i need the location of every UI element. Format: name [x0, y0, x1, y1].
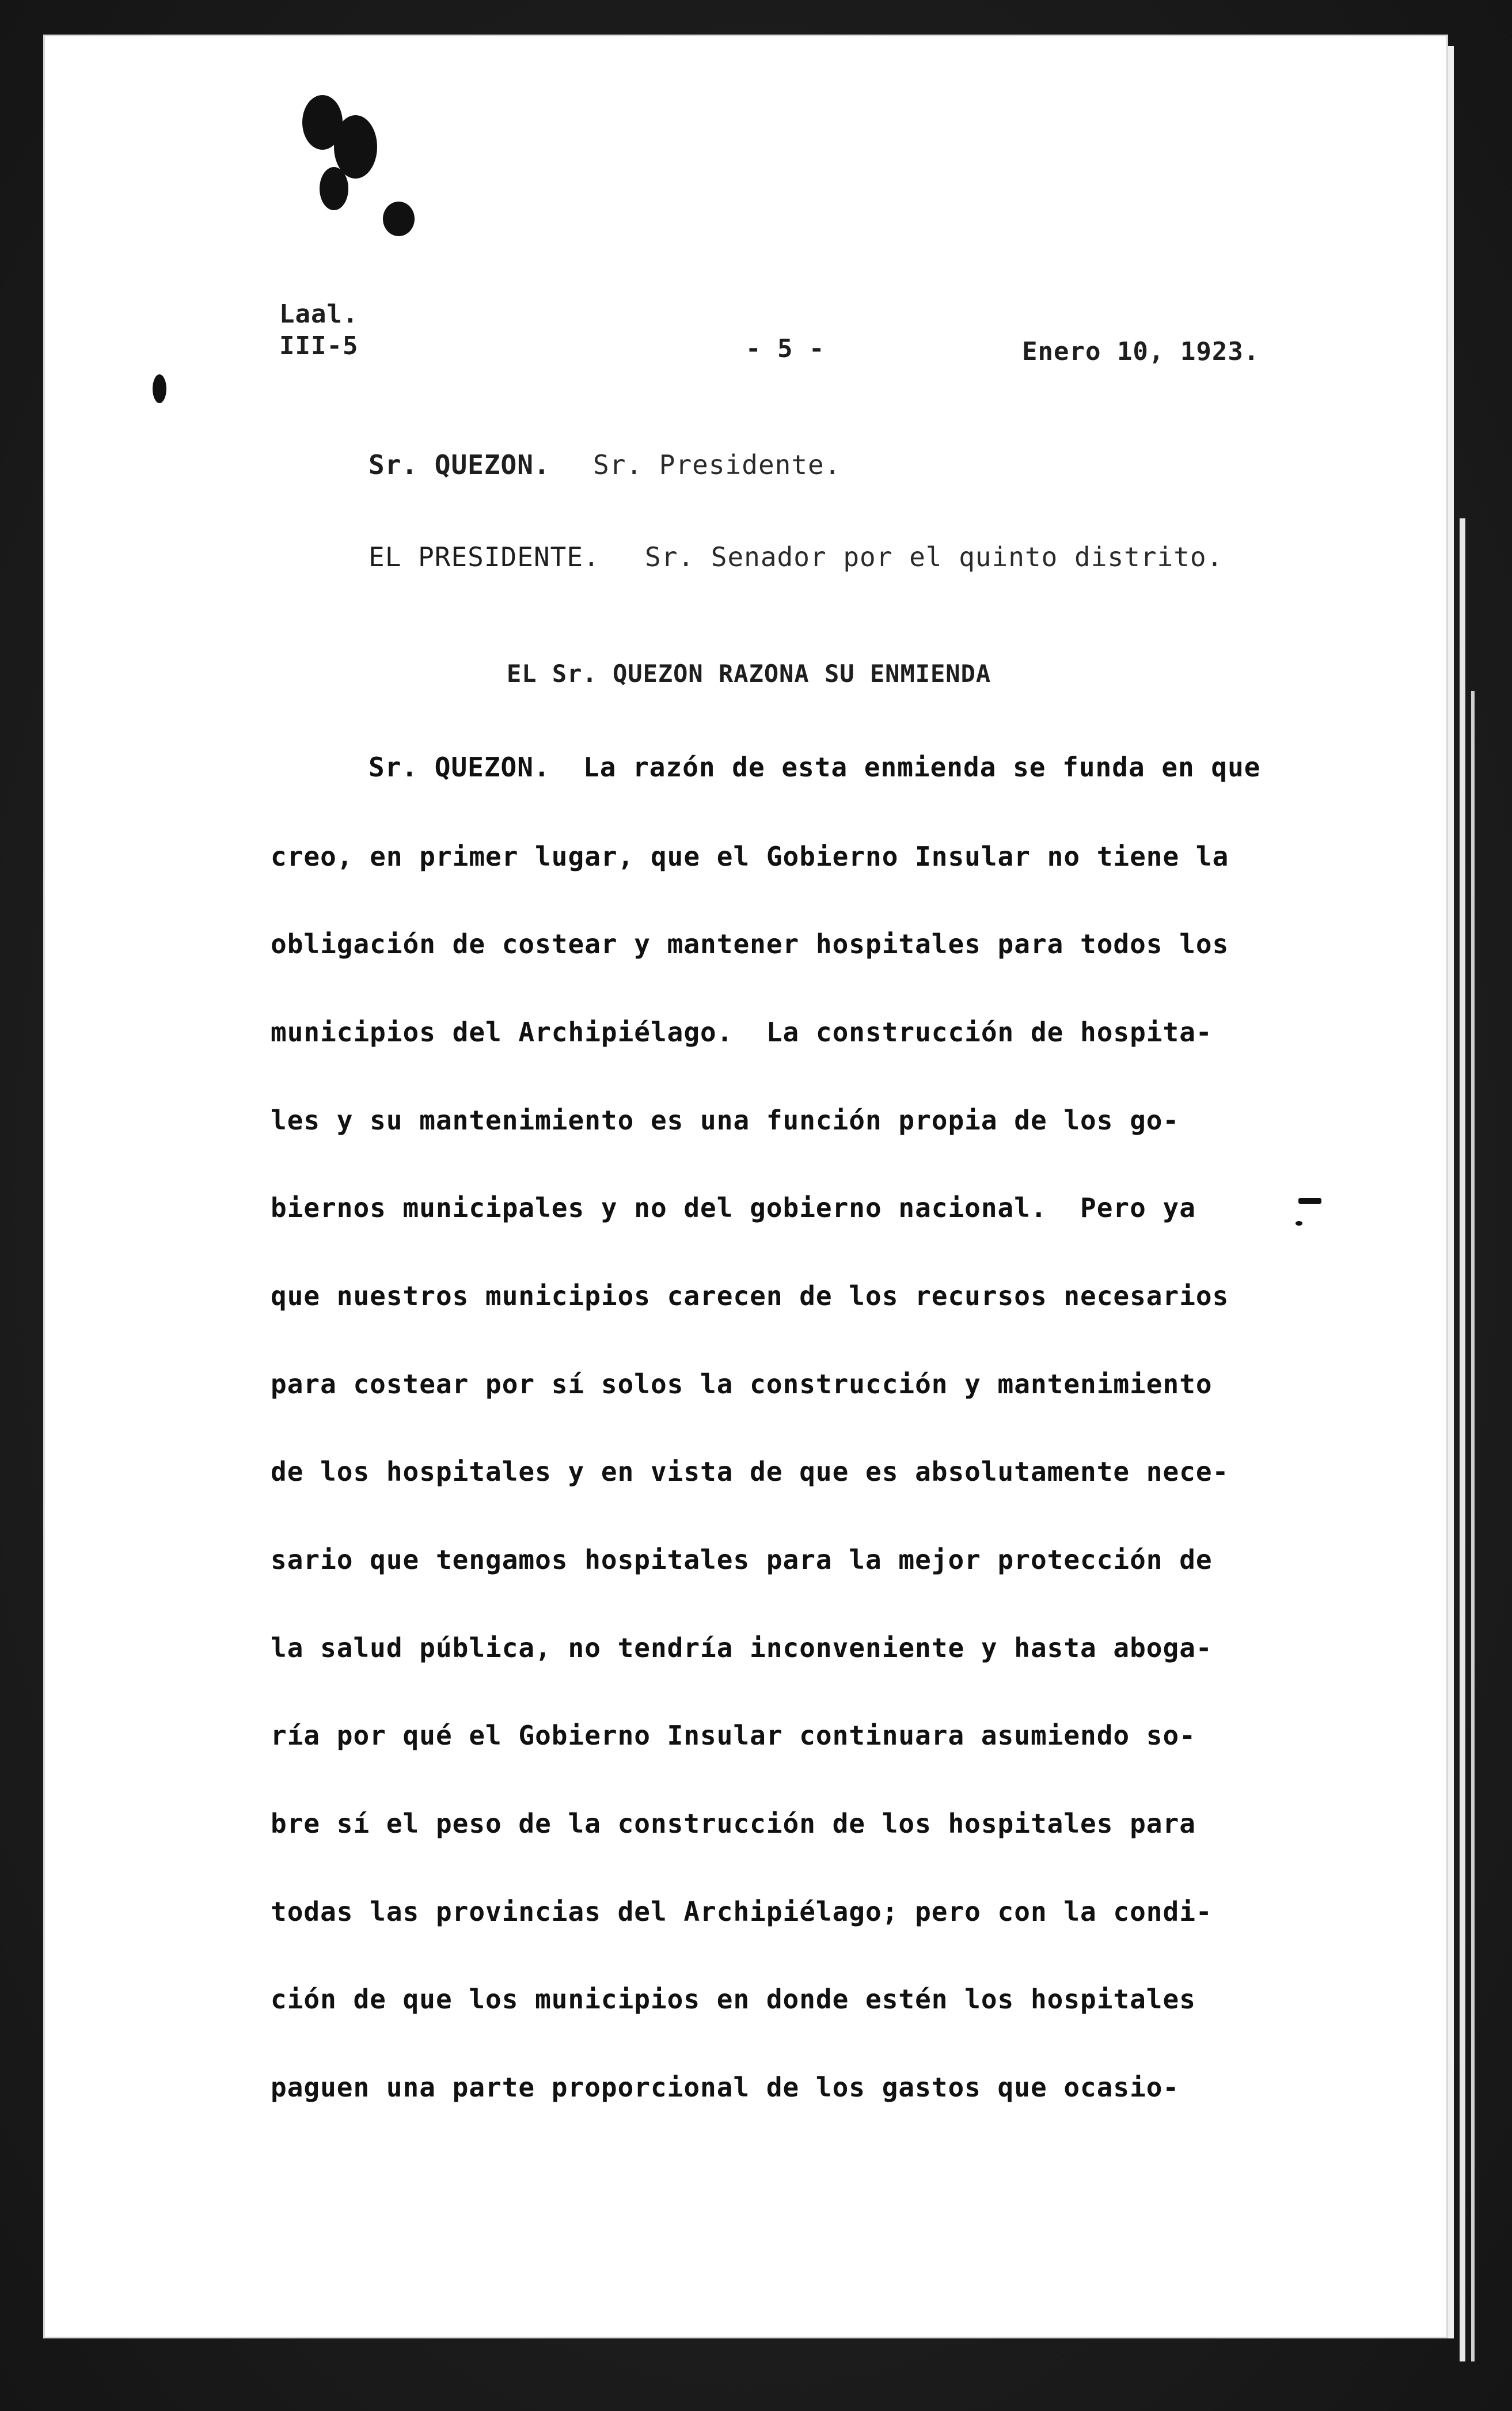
body-line: obligación de costear y mantener hospitales para todos los [271, 928, 1229, 960]
ink-blot [320, 167, 348, 210]
body-line: bre sí el peso de la construcción de los hospitales para [271, 1808, 1196, 1839]
speech-quezon: Sr. Presidente. [593, 449, 841, 480]
sheet-edge [1471, 691, 1475, 2361]
body-line: que nuestros municipios carecen de los recursos necesarios [271, 1280, 1229, 1311]
body-line: para costear por sí solos la construcción y mantenimiento [271, 1368, 1213, 1400]
body-line: biernos municipales y no del gobierno nacional. Pero ya [271, 1192, 1196, 1223]
document-ref-line2: III-5 [279, 331, 359, 361]
stray-mark [1296, 1221, 1302, 1226]
body-line: todas las provincias del Archipiélago; pero con la condi- [271, 1896, 1213, 1927]
document-page [43, 35, 1448, 2338]
speaker-presidente: EL PRESIDENTE. [368, 541, 600, 573]
speaker-quezon: Sr. QUEZON. [368, 449, 550, 480]
body-line: ción de que los municipios en donde estén los hospitales [271, 1984, 1196, 2015]
section-heading: EL Sr. QUEZON RAZONA SU ENMIENDA [507, 659, 991, 688]
speech-presidente: Sr. Senador por el quinto distrito. [645, 541, 1224, 573]
document-date: Enero 10, 1923. [1022, 337, 1260, 366]
body-line: sario que tengamos hospitales para la mejor protección de [271, 1544, 1213, 1575]
body-line: paguen una parte proporcional de los gastos que ocasio- [271, 2072, 1180, 2103]
ink-blot [153, 374, 166, 403]
body-line: Sr. QUEZON. La razón de esta enmienda se funda en que [368, 752, 1261, 783]
page-number: - 5 - [746, 334, 825, 363]
document-ref-line1: Laal. [279, 300, 359, 329]
body-line: de los hospitales y en vista de que es absolutamente nece- [271, 1456, 1229, 1487]
body-line: ría por qué el Gobierno Insular continuara asumiendo so- [271, 1720, 1196, 1751]
sheet-edge [1460, 518, 1465, 2361]
sheet-edge [1448, 46, 1454, 2338]
body-line: les y su mantenimiento es una función propia de los go- [271, 1105, 1180, 1136]
ink-blot [383, 202, 415, 236]
stray-mark [1298, 1198, 1321, 1204]
body-line: la salud pública, no tendría inconveniente y hasta aboga- [271, 1632, 1213, 1663]
body-line: creo, en primer lugar, que el Gobierno Insular no tiene la [271, 841, 1229, 872]
body-line: municipios del Archipiélago. La construcción de hospita- [271, 1017, 1213, 1048]
